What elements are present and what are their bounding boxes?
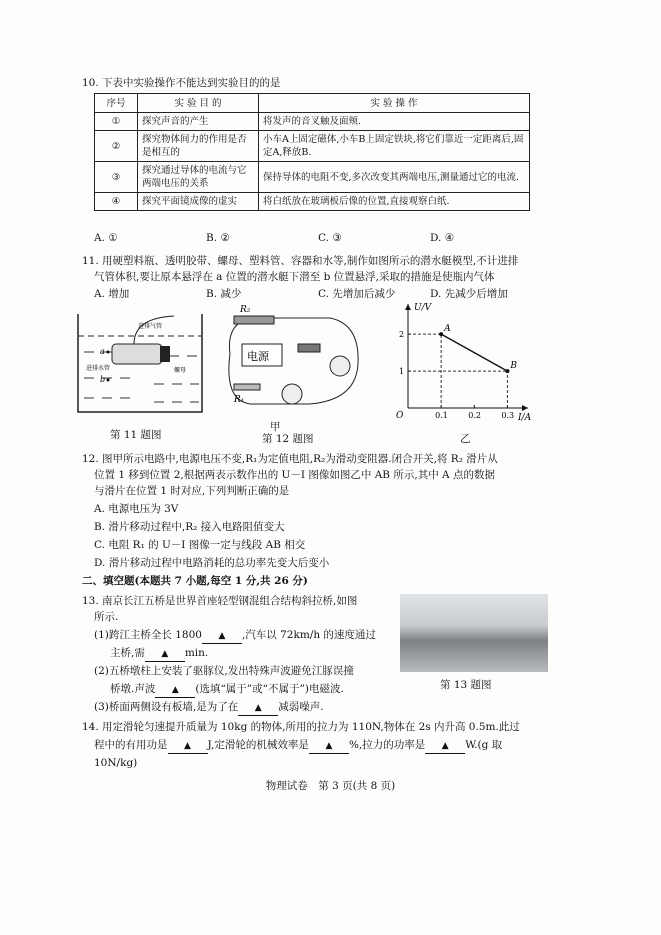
table-header: 序号 bbox=[95, 94, 138, 113]
x-tick-label: 0.3 bbox=[501, 411, 515, 420]
triangle-icon: ▲ bbox=[254, 703, 262, 713]
y-tick-label: 2 bbox=[399, 330, 405, 340]
voltmeter bbox=[282, 384, 302, 404]
x-tick-label: 0.1 bbox=[435, 411, 448, 420]
answer-blank[interactable] bbox=[309, 738, 349, 754]
table-cell: ④ bbox=[95, 193, 138, 211]
table-cell: 探究平面镜成像的虚实 bbox=[138, 193, 259, 211]
table-row bbox=[95, 131, 530, 162]
bridge-photo bbox=[400, 594, 548, 672]
q13-line1: 13. 南京长江五桥是世界首座轻型钢混组合结构斜拉桥,如图 bbox=[82, 595, 358, 607]
table-header: 实 验 操 作 bbox=[259, 94, 530, 113]
label-water-tube: 进排水管 bbox=[86, 365, 111, 372]
x-axis-label: I/A bbox=[518, 413, 532, 423]
data-point bbox=[439, 332, 443, 336]
triangle-icon: ▲ bbox=[325, 741, 333, 751]
text: (选填“属于”或“不属于”)电磁波. bbox=[195, 683, 344, 695]
q13-part2-cont bbox=[110, 682, 344, 698]
text: 程中的有用功是 bbox=[94, 739, 168, 751]
point-label: B bbox=[510, 361, 518, 372]
q12-option-a: A. 电源电压为 3V bbox=[94, 503, 179, 515]
table-header-row bbox=[95, 94, 530, 113]
figure-13-caption: 第 13 题图 bbox=[440, 679, 492, 691]
table-header: 实 验 目 的 bbox=[138, 94, 259, 113]
table-cell: 探究声音的产生 bbox=[138, 113, 259, 131]
table-cell: 探究通过导体的电流与它两端电压的关系 bbox=[138, 162, 259, 193]
table-cell: 保持导体的电阻不变,多次改变其两端电压,测量通过它的电流. bbox=[259, 162, 530, 193]
x-tick-label: 0.2 bbox=[468, 411, 482, 420]
q10-option-a: A. ① bbox=[94, 232, 118, 244]
resistor-r1 bbox=[234, 384, 260, 390]
table-cell: ② bbox=[95, 131, 138, 162]
q11-line1: 11. 用硬塑料瓶、透明胶带、螺母、塑料管、容器和水等,制作如图所示的潜水艇模型,不计进排 bbox=[82, 255, 519, 267]
q13-part3 bbox=[94, 700, 324, 716]
text: J,定滑轮的机械效率是 bbox=[207, 739, 309, 751]
q13-part1-cont bbox=[110, 646, 208, 662]
y-axis-label: U/V bbox=[414, 303, 432, 313]
q11-option-a: A. 增加 bbox=[94, 288, 130, 300]
text: min. bbox=[184, 647, 209, 659]
text: 减弱噪声. bbox=[278, 701, 324, 713]
q11-option-b: B. 减少 bbox=[206, 288, 242, 300]
page-footer: 物理试卷 第 3 页(共 8 页) bbox=[265, 780, 396, 792]
q10-table bbox=[94, 93, 530, 211]
text: W.(g 取 bbox=[465, 739, 503, 751]
answer-blank[interactable] bbox=[238, 700, 278, 716]
ammeter bbox=[330, 356, 350, 376]
q11-option-c: C. 先增加后减少 bbox=[318, 288, 396, 300]
label-r2: R₂ bbox=[240, 305, 251, 315]
point-label: A bbox=[444, 324, 451, 335]
label-in-tube: 进排气管 bbox=[138, 323, 163, 330]
text: 主桥,需 bbox=[110, 647, 145, 659]
table-cell: ① bbox=[95, 113, 138, 131]
q10-option-b: B. ② bbox=[206, 232, 230, 244]
label-r1: R₁ bbox=[234, 395, 245, 405]
q14-line2 bbox=[94, 738, 502, 754]
ui-graph bbox=[388, 298, 536, 428]
q13-part1 bbox=[94, 628, 376, 644]
q14-line1: 14. 用定滑轮匀速提升质量为 10kg 的物体,所用的拉力为 110N,物体在 2s 内升高 0.5m.此过 bbox=[82, 721, 520, 733]
q13-part2: (2)五桥墩柱上安装了驱豚仪,发出特殊声波避免江豚误撞 bbox=[94, 665, 354, 677]
q10-option-d: D. ④ bbox=[430, 232, 455, 244]
q13-line2: 所示. bbox=[94, 611, 119, 623]
figure-12-jia: 甲 bbox=[270, 421, 281, 433]
q12-line2: 位置 1 移到位置 2,根据两表示数作出的 U－I 图像如图乙中 AB 所示,其中 A 点的数据 bbox=[94, 469, 495, 481]
answer-blank[interactable] bbox=[155, 682, 195, 698]
label-nut: 螺母 bbox=[174, 367, 187, 374]
figure-11-caption: 第 11 题图 bbox=[110, 429, 162, 441]
switch bbox=[298, 344, 320, 352]
y-tick-label: 1 bbox=[399, 367, 405, 377]
triangle-icon: ▲ bbox=[184, 741, 191, 751]
table-cell: 将发声的音叉触及面颊. bbox=[259, 113, 530, 131]
q12-line1: 12. 图甲所示电路中,电源电压不变,R₁为定值电阻,R₂为滑动变阻器.闭合开关,将 R₂ 滑片从 bbox=[82, 453, 498, 465]
table-cell: 小车A上固定磁体,小车B上固定铁块,将它们靠近一定距离后,固定A,释放B. bbox=[259, 131, 530, 162]
q12-line3: 与滑片在位置 1 时对应,下列判断正确的是 bbox=[94, 485, 290, 497]
series-line-ab bbox=[441, 334, 507, 371]
text: ,汽车以 72km/h 的速度通过 bbox=[241, 629, 376, 641]
answer-blank[interactable] bbox=[168, 738, 208, 754]
triangle-icon: ▲ bbox=[218, 631, 226, 641]
position-b: b bbox=[100, 375, 106, 384]
graph-caption: 乙 bbox=[460, 433, 471, 445]
text: (1)跨江主桥全长 1800 bbox=[94, 629, 202, 641]
q14-line3: 10N/kg) bbox=[94, 757, 138, 769]
triangle-icon: ▲ bbox=[441, 741, 449, 751]
data-point bbox=[505, 369, 509, 373]
rheostat-r2 bbox=[234, 316, 274, 324]
figure-12-circuit bbox=[220, 304, 368, 414]
table-cell: 探究物体间力的作用是否是相互的 bbox=[138, 131, 259, 162]
triangle-icon: ▲ bbox=[161, 649, 169, 659]
q12-option-b: B. 滑片移动过程中,R₂ 接入电路阻值变大 bbox=[94, 521, 285, 533]
figure-12-caption: 第 12 题图 bbox=[262, 433, 314, 445]
q12-option-c: C. 电阻 R₁ 的 U－I 图像一定与线段 AB 相交 bbox=[94, 539, 306, 551]
figure-11-submarine bbox=[74, 308, 206, 418]
answer-blank[interactable] bbox=[202, 628, 242, 644]
q11-option-d: D. 先减少后增加 bbox=[430, 288, 508, 300]
q12-option-d: D. 滑片移动过程中电路消耗的总功率先变大后变小 bbox=[94, 557, 330, 569]
position-a: a bbox=[100, 347, 105, 356]
q10-stem: 10. 下表中实验操作不能达到实验目的的是 bbox=[82, 77, 281, 89]
answer-blank[interactable] bbox=[425, 738, 465, 754]
q10-option-c: C. ③ bbox=[318, 232, 342, 244]
power-source-label: 电源 bbox=[247, 350, 269, 363]
origin-label: O bbox=[396, 411, 404, 421]
q11-line2: 气管体积,要让原本悬浮在 a 位置的潜水艇下潜至 b 位置悬浮,采取的措施是使瓶内气体 bbox=[94, 271, 495, 283]
table-row bbox=[95, 193, 530, 211]
section-2-heading: 二、填空题(本题共 7 小题,每空 1 分,共 26 分) bbox=[82, 575, 308, 587]
answer-blank[interactable] bbox=[145, 646, 185, 662]
text: (3)桥面两侧设有板墙,是为了在 bbox=[94, 701, 239, 713]
table-row bbox=[95, 113, 530, 131]
table-cell: 将白纸放在玻璃板后像的位置,直接观察白纸. bbox=[259, 193, 530, 211]
table-row bbox=[95, 162, 530, 193]
triangle-icon: ▲ bbox=[171, 685, 179, 695]
text: %,拉力的功率是 bbox=[348, 739, 426, 751]
text: 桥墩.声波 bbox=[110, 683, 156, 695]
table-cell: ③ bbox=[95, 162, 138, 193]
